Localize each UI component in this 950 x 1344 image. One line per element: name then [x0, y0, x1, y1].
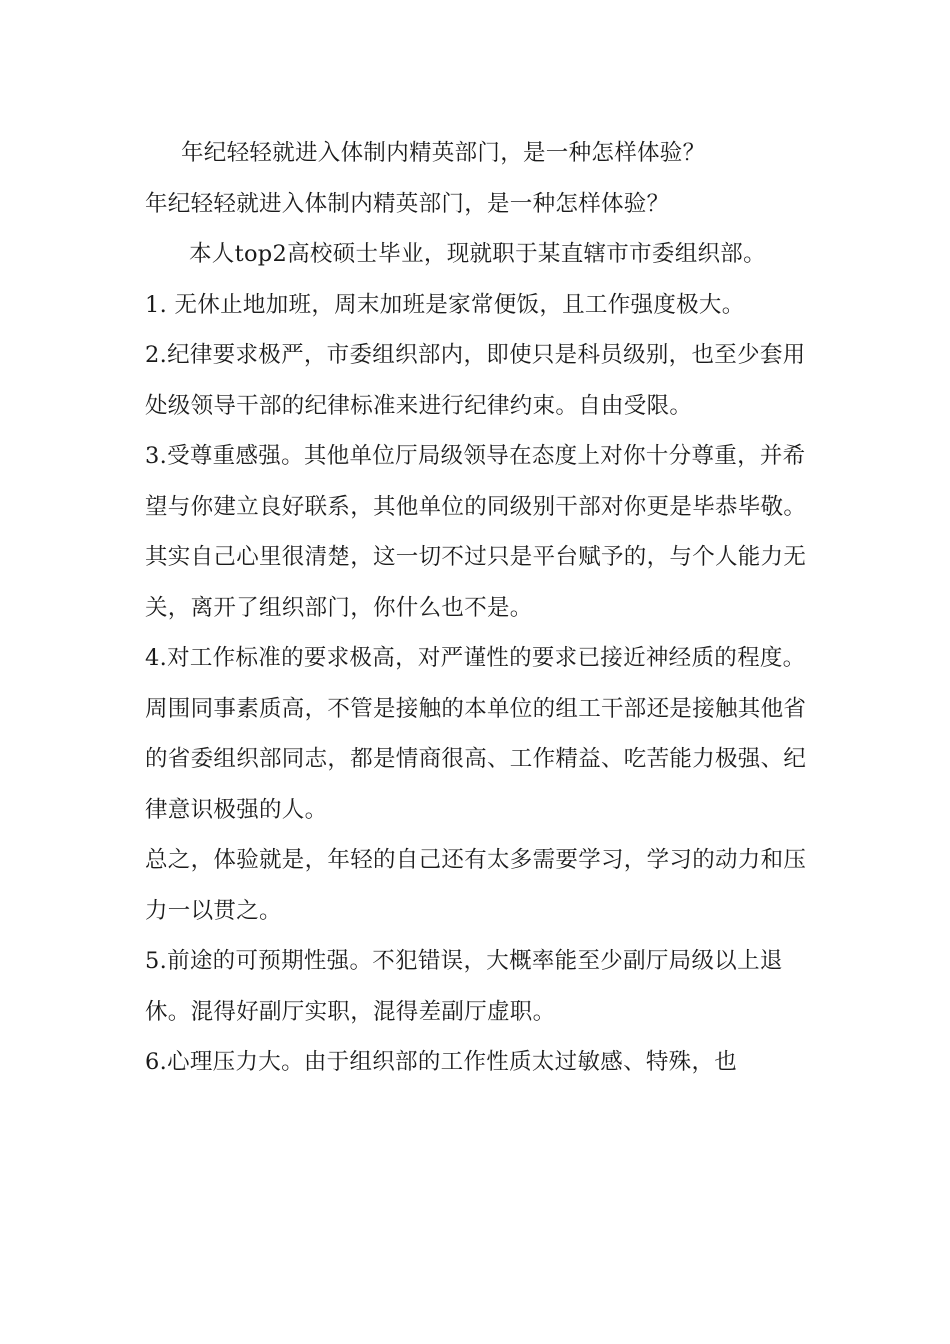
point-2-paragraph: 2.纪律要求极严，市委组织部内，即使只是科员级别，也至少套用处级领导干部的纪律标准来进行纪律约束。自由受限。 [145, 342, 806, 419]
point-3-paragraph: 3.受尊重感强。其他单位厅局级领导在态度上对你十分尊重，并希望与你建立良好联系，其他单位的同级别干部对你更是毕恭毕敬。 [145, 443, 807, 520]
point-6-paragraph: 6.心理压力大。由于组织部的工作性质太过敏感、特殊，也 [145, 1049, 738, 1075]
document-title: 年纪轻轻就进入体制内精英部门，是一种怎样体验？ [181, 140, 706, 166]
intro-paragraph: 本人top2高校硕士毕业，现就职于某直辖市市委组织部。 [189, 241, 766, 267]
point-4-paragraph: 4.对工作标准的要求极高，对严谨性的要求已接近神经质的程度。周围同事素质高，不管是接触的本单位的组工干部还是接触其他省的省委组织部同志，都是情商很高、工作精益、吃苦能力极强、纪律意识极强的人。 [145, 645, 807, 823]
reflection-paragraph: 其实自己心里很清楚，这一切不过只是平台赋予的，与个人能力无关，离开了组织部门，你什么也不是。 [145, 544, 807, 621]
summary-paragraph: 总之，体验就是，年轻的自己还有太多需要学习，学习的动力和压力一以贯之。 [145, 847, 807, 924]
point-5-paragraph: 5.前途的可预期性强。不犯错误，大概率能至少副厅局级以上退休。混得好副厅实职，混得差副厅虚职。 [145, 948, 783, 1025]
document-body [145, 128, 825, 1088]
document-heading: 年纪轻轻就进入体制内精英部门，是一种怎样体验？ [145, 190, 670, 217]
point-1-paragraph: 1. 无休止地加班，周末加班是家常便饭，且工作强度极大。 [145, 291, 745, 318]
